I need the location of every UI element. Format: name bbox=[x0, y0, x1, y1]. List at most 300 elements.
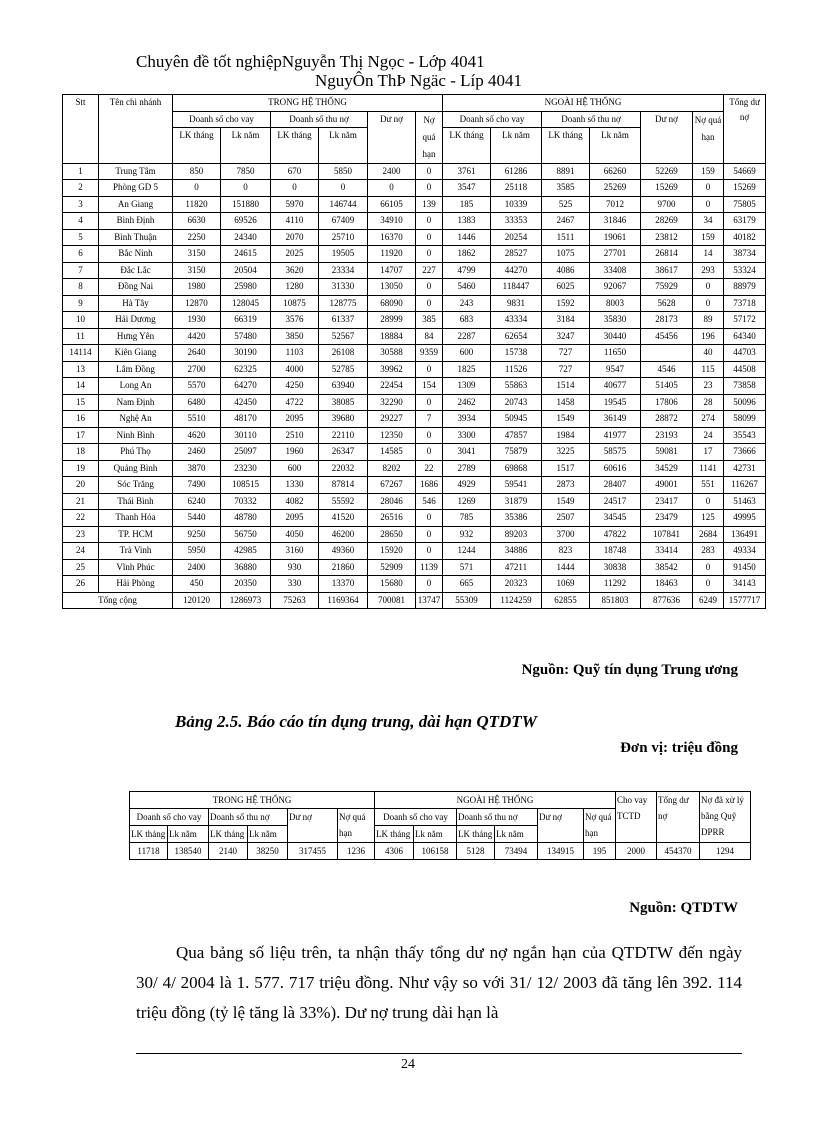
row-branch: Hà Tây bbox=[99, 295, 173, 312]
table-row bbox=[63, 163, 766, 180]
table-cell: 33408 bbox=[590, 262, 641, 279]
table-cell: 73718 bbox=[724, 295, 766, 312]
table-cell: 283 bbox=[693, 543, 724, 560]
table-cell: 20323 bbox=[491, 576, 542, 593]
row-branch: Long An bbox=[99, 378, 173, 395]
table-cell: 38734 bbox=[724, 246, 766, 263]
table-cell: 26516 bbox=[368, 510, 416, 527]
table-cell: 41977 bbox=[590, 427, 641, 444]
table-cell: 30588 bbox=[368, 345, 416, 362]
table-row bbox=[63, 427, 766, 444]
table-cell: 525 bbox=[542, 196, 590, 213]
table-cell: 2400 bbox=[173, 559, 221, 576]
row-stt: 7 bbox=[63, 262, 99, 279]
table-cell: 40 bbox=[693, 345, 724, 362]
t2-header-loan-out: Doanh số cho vay bbox=[375, 809, 457, 826]
table-cell: 2460 bbox=[173, 444, 221, 461]
table-cell: 15680 bbox=[368, 576, 416, 593]
row-stt: 24 bbox=[63, 543, 99, 560]
table-cell: 3041 bbox=[443, 444, 491, 461]
header-title: Chuyên đề tốt nghiệpNguyễn Thị Ngọc - Lớp 4041 bbox=[136, 52, 485, 71]
table-cell: 7490 bbox=[173, 477, 221, 494]
table-cell: 14707 bbox=[368, 262, 416, 279]
table-row bbox=[63, 180, 766, 197]
t2-header-repay-out: Doanh số thu nợ bbox=[457, 809, 538, 826]
table-cell: 2640 bbox=[173, 345, 221, 362]
table-cell: 727 bbox=[542, 361, 590, 378]
table-cell: 2789 bbox=[443, 460, 491, 477]
table-cell: 5950 bbox=[173, 543, 221, 560]
table-cell: 6240 bbox=[173, 493, 221, 510]
table-cell: 39962 bbox=[368, 361, 416, 378]
t2-header-lk-year: Lk năm bbox=[414, 826, 457, 843]
table-cell: 24517 bbox=[590, 493, 641, 510]
table-cell: 14 bbox=[693, 246, 724, 263]
table-cell: 0 bbox=[416, 163, 443, 180]
table-cell: 44703 bbox=[724, 345, 766, 362]
row-branch: Hải Phòng bbox=[99, 576, 173, 593]
header-repay: Doanh số thu nợ bbox=[271, 111, 368, 128]
table-cell: 61286 bbox=[491, 163, 542, 180]
table-cell: 12350 bbox=[368, 427, 416, 444]
table-cell: 17 bbox=[693, 444, 724, 461]
header-lk-month: LK tháng bbox=[542, 128, 590, 164]
total-cell: 1577717 bbox=[724, 592, 766, 609]
table-cell: 107841 bbox=[641, 526, 693, 543]
t2-header-dprr: Nợ đã xử lý bằng Quỹ DPRR bbox=[700, 792, 751, 843]
header-lk-year: Lk năm bbox=[221, 128, 271, 164]
table-cell: 4799 bbox=[443, 262, 491, 279]
table-cell: 67409 bbox=[319, 213, 368, 230]
table-cell: 785 bbox=[443, 510, 491, 527]
table-cell: 3585 bbox=[542, 180, 590, 197]
row-stt: 8 bbox=[63, 279, 99, 296]
table-cell: 26108 bbox=[319, 345, 368, 362]
row-stt: 15 bbox=[63, 394, 99, 411]
table-cell: 24615 bbox=[221, 246, 271, 263]
table-cell: 10339 bbox=[491, 196, 542, 213]
table-cell: 53324 bbox=[724, 262, 766, 279]
table-cell: 0 bbox=[693, 576, 724, 593]
table-row bbox=[63, 246, 766, 263]
table-cell: 5440 bbox=[173, 510, 221, 527]
row-stt: 14114 bbox=[63, 345, 99, 362]
table-cell: 55863 bbox=[491, 378, 542, 395]
table-cell: 8202 bbox=[368, 460, 416, 477]
table-cell: 32290 bbox=[368, 394, 416, 411]
table-cell: 0 bbox=[271, 180, 319, 197]
table-row bbox=[63, 493, 766, 510]
header-lk-month: LK tháng bbox=[173, 128, 221, 164]
table-cell: 317455 bbox=[288, 843, 338, 860]
table-cell: 45456 bbox=[641, 328, 693, 345]
table-cell: 0 bbox=[416, 246, 443, 263]
table-cell: 51463 bbox=[724, 493, 766, 510]
t2-header-lk-year: Lk năm bbox=[248, 826, 288, 843]
table-cell: 4086 bbox=[542, 262, 590, 279]
table-cell: 28173 bbox=[641, 312, 693, 329]
table-cell: 69526 bbox=[221, 213, 271, 230]
table-cell: 1930 bbox=[173, 312, 221, 329]
row-stt: 2 bbox=[63, 180, 99, 197]
t2-header-lk-year: Lk năm bbox=[495, 826, 538, 843]
table-cell: 73494 bbox=[495, 843, 538, 860]
total-cell: 1124259 bbox=[491, 592, 542, 609]
table-cell: 450 bbox=[173, 576, 221, 593]
table-cell: 1960 bbox=[271, 444, 319, 461]
table-cell: 7 bbox=[416, 411, 443, 428]
table-row bbox=[63, 559, 766, 576]
table-cell: 5628 bbox=[641, 295, 693, 312]
table-cell: 19505 bbox=[319, 246, 368, 263]
row-stt: 10 bbox=[63, 312, 99, 329]
table-row bbox=[130, 843, 751, 860]
table-cell: 18884 bbox=[368, 328, 416, 345]
row-branch: Vĩnh Phúc bbox=[99, 559, 173, 576]
table-cell: 154 bbox=[416, 378, 443, 395]
table-cell: 59541 bbox=[491, 477, 542, 494]
row-stt: 20 bbox=[63, 477, 99, 494]
table-cell: 151880 bbox=[221, 196, 271, 213]
table-row bbox=[63, 411, 766, 428]
table-cell: 3150 bbox=[173, 262, 221, 279]
table-cell: 68090 bbox=[368, 295, 416, 312]
row-branch: An Giang bbox=[99, 196, 173, 213]
table-cell: 2095 bbox=[271, 510, 319, 527]
header-total-debt: Tổng dư nợ bbox=[724, 95, 766, 164]
table-cell: 1517 bbox=[542, 460, 590, 477]
table2-caption: Bảng 2.5. Báo cáo tín dụng trung, dài hạn QTDTW bbox=[175, 712, 537, 731]
table-cell: 66319 bbox=[221, 312, 271, 329]
table-cell: 17806 bbox=[641, 394, 693, 411]
table-cell: 89203 bbox=[491, 526, 542, 543]
table-cell: 48780 bbox=[221, 510, 271, 527]
table-cell: 185 bbox=[443, 196, 491, 213]
table-cell: 1103 bbox=[271, 345, 319, 362]
table-cell: 727 bbox=[542, 345, 590, 362]
header-garbled-title: NguyÔn ThÞ Ngäc - Líp 4041 bbox=[315, 71, 522, 90]
table-cell: 66260 bbox=[590, 163, 641, 180]
table-cell: 41520 bbox=[319, 510, 368, 527]
row-branch: Thanh Hóa bbox=[99, 510, 173, 527]
table-cell: 28 bbox=[693, 394, 724, 411]
table-cell: 4050 bbox=[271, 526, 319, 543]
table-cell: 1549 bbox=[542, 411, 590, 428]
row-stt: 22 bbox=[63, 510, 99, 527]
table-cell: 0 bbox=[173, 180, 221, 197]
table-cell: 4620 bbox=[173, 427, 221, 444]
table-row bbox=[63, 444, 766, 461]
table-cell: 0 bbox=[416, 526, 443, 543]
table-cell: 1446 bbox=[443, 229, 491, 246]
t2-header-total: Tổng dư nợ bbox=[657, 792, 700, 843]
table-cell: 28046 bbox=[368, 493, 416, 510]
table-cell: 11526 bbox=[491, 361, 542, 378]
table-cell: 75805 bbox=[724, 196, 766, 213]
table-cell: 4000 bbox=[271, 361, 319, 378]
table-cell: 3247 bbox=[542, 328, 590, 345]
table-cell: 35543 bbox=[724, 427, 766, 444]
table-cell: 3576 bbox=[271, 312, 319, 329]
row-stt: 17 bbox=[63, 427, 99, 444]
table-cell: 59081 bbox=[641, 444, 693, 461]
row-stt: 6 bbox=[63, 246, 99, 263]
table-cell: 44508 bbox=[724, 361, 766, 378]
table-cell: 3160 bbox=[271, 543, 319, 560]
table-cell: 88979 bbox=[724, 279, 766, 296]
header-loan-out: Doanh số cho vay bbox=[443, 111, 542, 128]
table-cell: 30440 bbox=[590, 328, 641, 345]
table-cell: 22 bbox=[416, 460, 443, 477]
table-cell: 38085 bbox=[319, 394, 368, 411]
table-cell: 9547 bbox=[590, 361, 641, 378]
table-cell: 13370 bbox=[319, 576, 368, 593]
table-cell: 20254 bbox=[491, 229, 542, 246]
table-cell: 49995 bbox=[724, 510, 766, 527]
table-row bbox=[63, 345, 766, 362]
table-cell: 42450 bbox=[221, 394, 271, 411]
table-cell: 38250 bbox=[248, 843, 288, 860]
table-cell: 9250 bbox=[173, 526, 221, 543]
table-cell: 21860 bbox=[319, 559, 368, 576]
table-cell: 52785 bbox=[319, 361, 368, 378]
table-row bbox=[63, 576, 766, 593]
table-cell: 0 bbox=[416, 229, 443, 246]
header-lk-month: LK tháng bbox=[271, 128, 319, 164]
table-cell: 118447 bbox=[491, 279, 542, 296]
table-cell: 34886 bbox=[491, 543, 542, 560]
table-cell: 1294 bbox=[700, 843, 751, 860]
table-cell: 22110 bbox=[319, 427, 368, 444]
table-row bbox=[63, 213, 766, 230]
table-cell: 51405 bbox=[641, 378, 693, 395]
table-cell: 6630 bbox=[173, 213, 221, 230]
table-cell: 57172 bbox=[724, 312, 766, 329]
table-cell: 34143 bbox=[724, 576, 766, 593]
header-debt: Dư nợ bbox=[368, 111, 416, 163]
header-out-system: NGOÀI HỆ THỐNG bbox=[443, 95, 724, 112]
table-cell: 2025 bbox=[271, 246, 319, 263]
header-lk-year: Lk năm bbox=[319, 128, 368, 164]
table-cell: 2462 bbox=[443, 394, 491, 411]
table-cell: 1139 bbox=[416, 559, 443, 576]
row-branch: Ninh Bình bbox=[99, 427, 173, 444]
table-cell: 31846 bbox=[590, 213, 641, 230]
row-branch: Nam Định bbox=[99, 394, 173, 411]
table-cell: 8891 bbox=[542, 163, 590, 180]
table-cell: 25097 bbox=[221, 444, 271, 461]
table-cell: 60616 bbox=[590, 460, 641, 477]
table-cell: 8003 bbox=[590, 295, 641, 312]
table-cell: 24340 bbox=[221, 229, 271, 246]
row-branch: Thái Bình bbox=[99, 493, 173, 510]
table-cell: 4250 bbox=[271, 378, 319, 395]
row-stt: 18 bbox=[63, 444, 99, 461]
table-cell: 0 bbox=[416, 427, 443, 444]
table-cell: 20350 bbox=[221, 576, 271, 593]
table-row bbox=[63, 394, 766, 411]
row-branch: Sóc Trăng bbox=[99, 477, 173, 494]
paragraph-text: Qua bảng số liệu trên, ta nhận thấy tổng dư nợ ngắn hạn của QTDTW đến ngày 30/ 4/ 2004 là 1. 577. 717 triệu đồng. Như vậy so với 31/ 12/ 2003 đã tăng lên 392. 114 triệu đồng (tỷ lệ tăng là 33%). Dư nợ trung dài hạn là bbox=[136, 943, 742, 1022]
table-cell: 2070 bbox=[271, 229, 319, 246]
table-cell: 89 bbox=[693, 312, 724, 329]
table-cell: 1269 bbox=[443, 493, 491, 510]
table-cell: 70332 bbox=[221, 493, 271, 510]
row-stt: 11 bbox=[63, 328, 99, 345]
table-cell: 1686 bbox=[416, 477, 443, 494]
table-cell: 0 bbox=[693, 559, 724, 576]
table-cell: 128045 bbox=[221, 295, 271, 312]
table-cell: 55592 bbox=[319, 493, 368, 510]
table-cell: 66105 bbox=[368, 196, 416, 213]
table-cell: 823 bbox=[542, 543, 590, 560]
table-cell: 20743 bbox=[491, 394, 542, 411]
table-cell: 43334 bbox=[491, 312, 542, 329]
row-stt: 26 bbox=[63, 576, 99, 593]
table-cell: 1280 bbox=[271, 279, 319, 296]
table-cell: 12870 bbox=[173, 295, 221, 312]
table-cell: 274 bbox=[693, 411, 724, 428]
table-cell: 1458 bbox=[542, 394, 590, 411]
table-cell: 34910 bbox=[368, 213, 416, 230]
table-cell: 1444 bbox=[542, 559, 590, 576]
table-cell: 92067 bbox=[590, 279, 641, 296]
table-cell: 3700 bbox=[542, 526, 590, 543]
row-stt: 19 bbox=[63, 460, 99, 477]
total-label: Tổng cộng bbox=[63, 592, 173, 609]
table-cell: 4110 bbox=[271, 213, 319, 230]
row-stt: 4 bbox=[63, 213, 99, 230]
table-cell: 2095 bbox=[271, 411, 319, 428]
table-cell bbox=[641, 345, 693, 362]
table-cell: 15269 bbox=[641, 180, 693, 197]
table-cell: 58099 bbox=[724, 411, 766, 428]
table-cell: 75879 bbox=[491, 444, 542, 461]
table-cell: 57480 bbox=[221, 328, 271, 345]
t2-header-lk-month: LK tháng bbox=[209, 826, 248, 843]
table-cell: 0 bbox=[693, 279, 724, 296]
table-cell: 0 bbox=[416, 444, 443, 461]
table-cell: 1330 bbox=[271, 477, 319, 494]
table-cell: 1236 bbox=[338, 843, 375, 860]
table-cell: 108515 bbox=[221, 477, 271, 494]
table-cell: 0 bbox=[416, 576, 443, 593]
table-cell: 23230 bbox=[221, 460, 271, 477]
table-cell: 5850 bbox=[319, 163, 368, 180]
table-cell: 0 bbox=[221, 180, 271, 197]
table-cell: 2510 bbox=[271, 427, 319, 444]
table-cell: 33414 bbox=[641, 543, 693, 560]
table-cell: 69868 bbox=[491, 460, 542, 477]
table-cell: 11820 bbox=[173, 196, 221, 213]
table-cell: 64270 bbox=[221, 378, 271, 395]
table-cell: 25118 bbox=[491, 180, 542, 197]
table-cell: 2467 bbox=[542, 213, 590, 230]
table-row bbox=[63, 279, 766, 296]
table-row bbox=[63, 295, 766, 312]
table-cell: 24 bbox=[693, 427, 724, 444]
table-cell: 1244 bbox=[443, 543, 491, 560]
table-cell: 15920 bbox=[368, 543, 416, 560]
table-cell: 75929 bbox=[641, 279, 693, 296]
table-cell: 1549 bbox=[542, 493, 590, 510]
table-cell: 4722 bbox=[271, 394, 319, 411]
t2-header-overdue: Nợ quá hạn bbox=[338, 809, 375, 843]
branch-credit-table bbox=[62, 94, 766, 609]
table-cell: 1383 bbox=[443, 213, 491, 230]
row-stt: 3 bbox=[63, 196, 99, 213]
row-branch: Trà Vinh bbox=[99, 543, 173, 560]
row-stt: 21 bbox=[63, 493, 99, 510]
table-cell: 2000 bbox=[616, 843, 657, 860]
header-overdue-out: Nợ quá hạn bbox=[693, 111, 724, 163]
table-cell: 454370 bbox=[657, 843, 700, 860]
total-cell: 1286973 bbox=[221, 592, 271, 609]
table-cell: 0 bbox=[368, 180, 416, 197]
table-cell: 19545 bbox=[590, 394, 641, 411]
table-cell: 22454 bbox=[368, 378, 416, 395]
table-cell: 87814 bbox=[319, 477, 368, 494]
table-cell: 15738 bbox=[491, 345, 542, 362]
table-cell: 40182 bbox=[724, 229, 766, 246]
table-cell: 1825 bbox=[443, 361, 491, 378]
table-cell: 11920 bbox=[368, 246, 416, 263]
table-cell: 50096 bbox=[724, 394, 766, 411]
row-branch: Quảng Bình bbox=[99, 460, 173, 477]
table-cell: 73858 bbox=[724, 378, 766, 395]
table-cell: 125 bbox=[693, 510, 724, 527]
table-cell: 0 bbox=[693, 493, 724, 510]
table-cell: 3225 bbox=[542, 444, 590, 461]
table-cell: 139 bbox=[416, 196, 443, 213]
table-cell: 52269 bbox=[641, 163, 693, 180]
table-cell: 28872 bbox=[641, 411, 693, 428]
table-cell: 3620 bbox=[271, 262, 319, 279]
table2-unit: Đơn vị: triệu đồng bbox=[620, 740, 738, 756]
table-cell: 63940 bbox=[319, 378, 368, 395]
table-cell: 23479 bbox=[641, 510, 693, 527]
table-cell: 47211 bbox=[491, 559, 542, 576]
header-lk-year: Lk năm bbox=[590, 128, 641, 164]
total-cell: 6249 bbox=[693, 592, 724, 609]
header-stt: Stt bbox=[63, 95, 99, 164]
table-cell: 138540 bbox=[168, 843, 209, 860]
table-row bbox=[63, 460, 766, 477]
table-cell: 62325 bbox=[221, 361, 271, 378]
table-cell: 665 bbox=[443, 576, 491, 593]
total-row bbox=[63, 592, 766, 609]
table-cell: 27701 bbox=[590, 246, 641, 263]
table-cell: 5970 bbox=[271, 196, 319, 213]
table-cell: 28527 bbox=[491, 246, 542, 263]
header-loan: Doanh số cho vay bbox=[173, 111, 271, 128]
row-stt: 25 bbox=[63, 559, 99, 576]
t2-header-loan: Doanh số cho vay bbox=[130, 809, 209, 826]
table-cell: 42731 bbox=[724, 460, 766, 477]
table-cell: 34545 bbox=[590, 510, 641, 527]
table-cell: 3150 bbox=[173, 246, 221, 263]
row-branch: TP. HCM bbox=[99, 526, 173, 543]
t2-header-tctd: Cho vay TCTD bbox=[616, 792, 657, 843]
table-cell: 23193 bbox=[641, 427, 693, 444]
table-cell: 23417 bbox=[641, 493, 693, 510]
table-cell: 0 bbox=[693, 196, 724, 213]
table-cell: 116267 bbox=[724, 477, 766, 494]
table-cell: 84 bbox=[416, 328, 443, 345]
table-cell: 4420 bbox=[173, 328, 221, 345]
table-cell: 106158 bbox=[414, 843, 457, 860]
table-cell: 2250 bbox=[173, 229, 221, 246]
